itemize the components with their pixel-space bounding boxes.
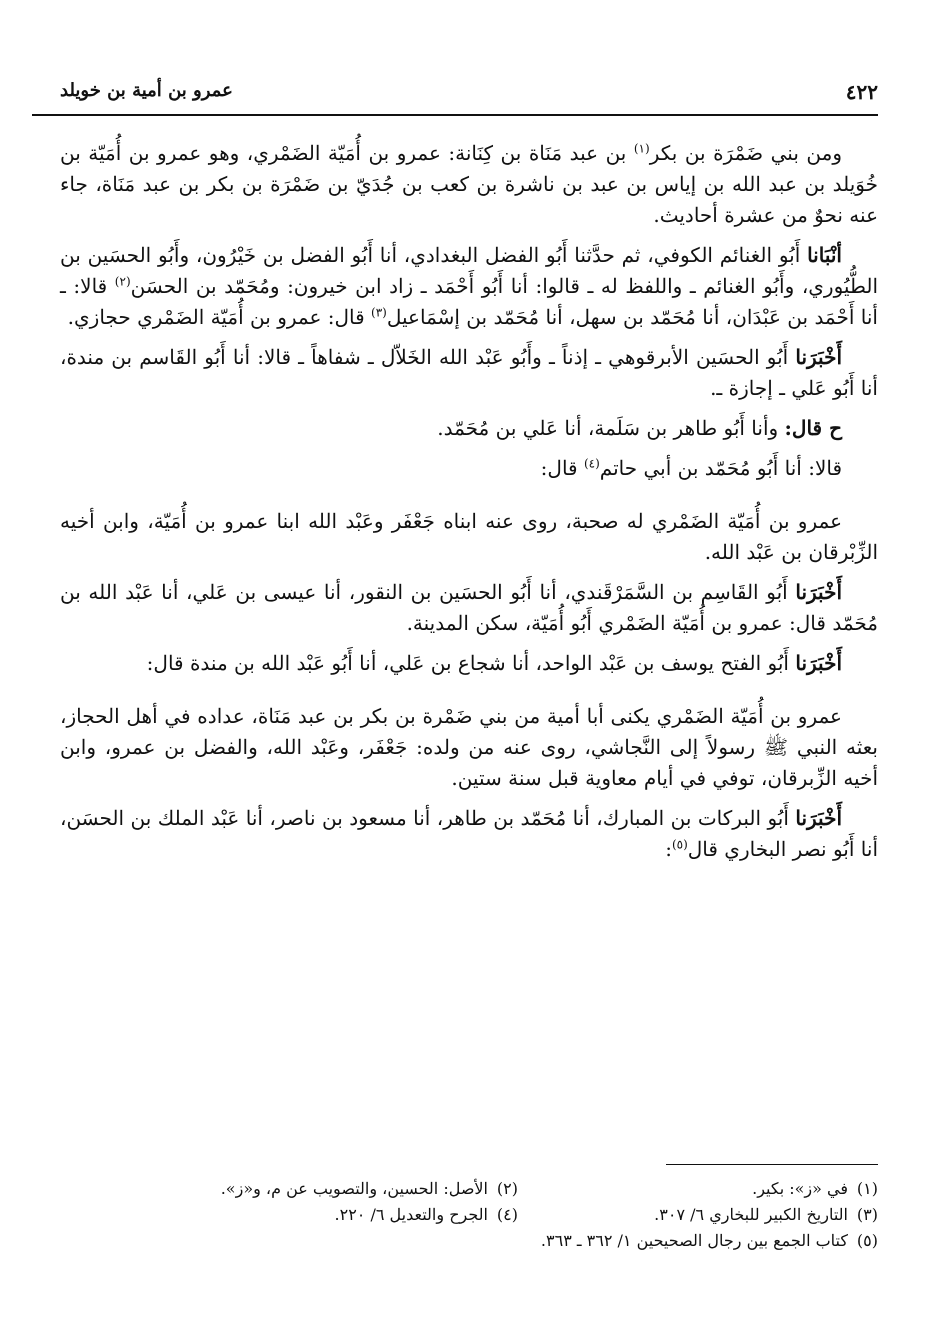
- paragraph-lead-word: أَخْبَرَنا: [795, 806, 842, 830]
- text-segment: عمرو بن أُمَيّة الضَمْري له صحبة، روى عنه ابناه جَعْفَر وعَبْد الله ابنا عمرو بن أُمَيّة، وابن أخيه الزِّبْرقان بن عَبْد الله.: [60, 509, 878, 564]
- paragraph-lead-word: أنْبَانا: [807, 243, 842, 267]
- paragraph-lead-word: ح قال:: [784, 416, 842, 440]
- text-segment: :: [665, 837, 672, 861]
- paragraph: [60, 701, 878, 794]
- footnote-row: [60, 1228, 878, 1254]
- footnote: [158, 1202, 518, 1228]
- paragraph: [60, 413, 878, 444]
- paragraph: [60, 453, 878, 484]
- footnote-text: في «ز»: بكير.: [752, 1179, 848, 1198]
- footnote-text: التاريخ الكبير للبخاري ٦/ ٣٠٧.: [654, 1205, 848, 1224]
- text-segment: أَبُو القَاسِم بن السَّمَرْقَندي، أنا أَبُو الحسَين بن النقور، أنا عيسى بن عَلي، أنا عَبْد الله بن مُحَمّد قال: عمرو بن أُمَيّة الضَمْري أَبُو أُمَيّة، سكن المدينة.: [60, 580, 878, 635]
- text-segment: عمرو بن أُمَيّة الضَمْري يكنى أبا أمية من بني ضَمْرة بن بكر بن عبد مَنَاة، عداده في أهل الحجاز، بعثه النبي ﷺ رسولاً إلى النَّجاشي، روى عنه من ولده: جَعْفَر، وعَبْد الله، والفضل بن عمرو، وابن أخيه الزِّبرقان، توفي في أيام معاوية قبل سنة ستين.: [60, 704, 878, 790]
- footnotes: [60, 1176, 878, 1254]
- text-segment: بن عبد مَنَاة بن كِنَانة: عمرو بن أُمَيّة الضَمْري، وهو عمرو بن أُمَيّة بن خُوَيلد بن عبد الله بن إياس بن عبد بن ناشرة بن كعب بن جُدَيّ بن ضَمْرَة بن بكر بن عبد مَنَاة، جاء عنه نحوٌ من عشرة أحاديث.: [60, 141, 878, 227]
- text-segment: قال:: [540, 456, 584, 480]
- text-segment: وأنا أَبُو طاهر بن سَلَمة، أنا عَلي بن مُحَمّد.: [437, 416, 785, 440]
- paragraph-lead-word: أَخْبَرَنا: [795, 345, 842, 369]
- paragraph-lead-word: أَخْبَرَنا: [795, 651, 842, 675]
- running-title: عمرو بن أمية بن خويلد: [60, 80, 233, 101]
- paragraph: [60, 577, 878, 639]
- page-number: ٤٢٢: [845, 80, 878, 104]
- text-segment: قالا: أنا أَبُو مُحَمّد بن أبي حاتم: [599, 456, 842, 480]
- text-segment: أَبُو الغنائم الكوفي، ثم حدَّثنا أَبُو الفضل البغدادي، أنا أَبُو الفضل بن خَيْرُون، وأَبُو الحسَين بن الطُّيُوري، وأَبُو الغنائم ـ واللفظ له ـ قالوا: أنا أَبُو أَحْمَد ـ زاد ابن خيرون: ومُحَمّد بن الحسَن: [60, 243, 879, 298]
- footnote-number: (١): [856, 1179, 878, 1198]
- footnote-marker: (٢): [114, 274, 131, 289]
- text-segment: أَبُو الفتح يوسف بن عَبْد الواحد، أنا شجاع بن عَلي، أنا أَبُو عَبْد الله بن مندة قال:: [146, 651, 796, 675]
- footnote-marker: (٤): [583, 456, 600, 471]
- footnote-number: (٥): [856, 1231, 878, 1250]
- footnote-number: (٤): [496, 1205, 518, 1224]
- paragraph: [60, 240, 878, 333]
- text-segment: ومن بني ضَمْرَة بن بكر: [649, 141, 842, 165]
- paragraph: [60, 803, 878, 865]
- footnote: [518, 1202, 878, 1228]
- paragraph: [60, 342, 878, 404]
- footnote: [518, 1228, 878, 1254]
- footnote-marker: (١): [633, 141, 650, 156]
- footnote-row: [60, 1176, 878, 1202]
- paragraph: [60, 138, 878, 231]
- text-segment: قالا: ـ أنا أَحْمَد بن عَبْدَان، أنا مُحَمّد بن سهل، أنا مُحَمّد بن إسْمَاعيل: [60, 274, 878, 329]
- footnote: [518, 1176, 878, 1202]
- footnote-text: كتاب الجمع بين رجال الصحيحين ١/ ٣٦٢ ـ ٣٦٣.: [540, 1231, 848, 1250]
- paragraph: [60, 506, 878, 568]
- paragraph: [60, 648, 878, 679]
- footnote-number: (٢): [496, 1179, 518, 1198]
- footnote-rule: [666, 1164, 878, 1165]
- footnote: [158, 1176, 518, 1202]
- footnote-row: [60, 1202, 878, 1228]
- footnote-number: (٣): [856, 1205, 878, 1224]
- text-segment: أَبُو البركات بن المبارك، أنا مُحَمّد بن طاهر، أنا مسعود بن ناصر، أنا عَبْد الملك بن الحسَن، أنا أَبُو نصر البخاري قال: [60, 806, 878, 861]
- footnote-marker: (٥): [671, 837, 688, 852]
- footnote-marker: (٣): [371, 305, 387, 320]
- header-rule: [32, 114, 878, 116]
- text-segment: قال: عمرو بن أُمَيّة الضَمْري حجازي.: [67, 305, 372, 329]
- text-segment: أَبُو الحسَين الأبرقوهي ـ إذناً ـ وأَبُو عَبْد الله الخَلاّل ـ شفاهاً ـ قالا: أنا أَبُو القَاسم بن مندة، أنا أَبُو عَلي ـ إجازة ـ.: [60, 345, 878, 400]
- footnote-text: الأصل: الحسين، والتصويب عن م، و«ز».: [220, 1179, 488, 1198]
- footnote-text: الجرح والتعديل ٦/ ٢٢٠.: [334, 1205, 488, 1224]
- paragraph-lead-word: أَخْبَرَنا: [795, 580, 842, 604]
- page-header: [60, 80, 878, 108]
- main-text: [60, 138, 878, 874]
